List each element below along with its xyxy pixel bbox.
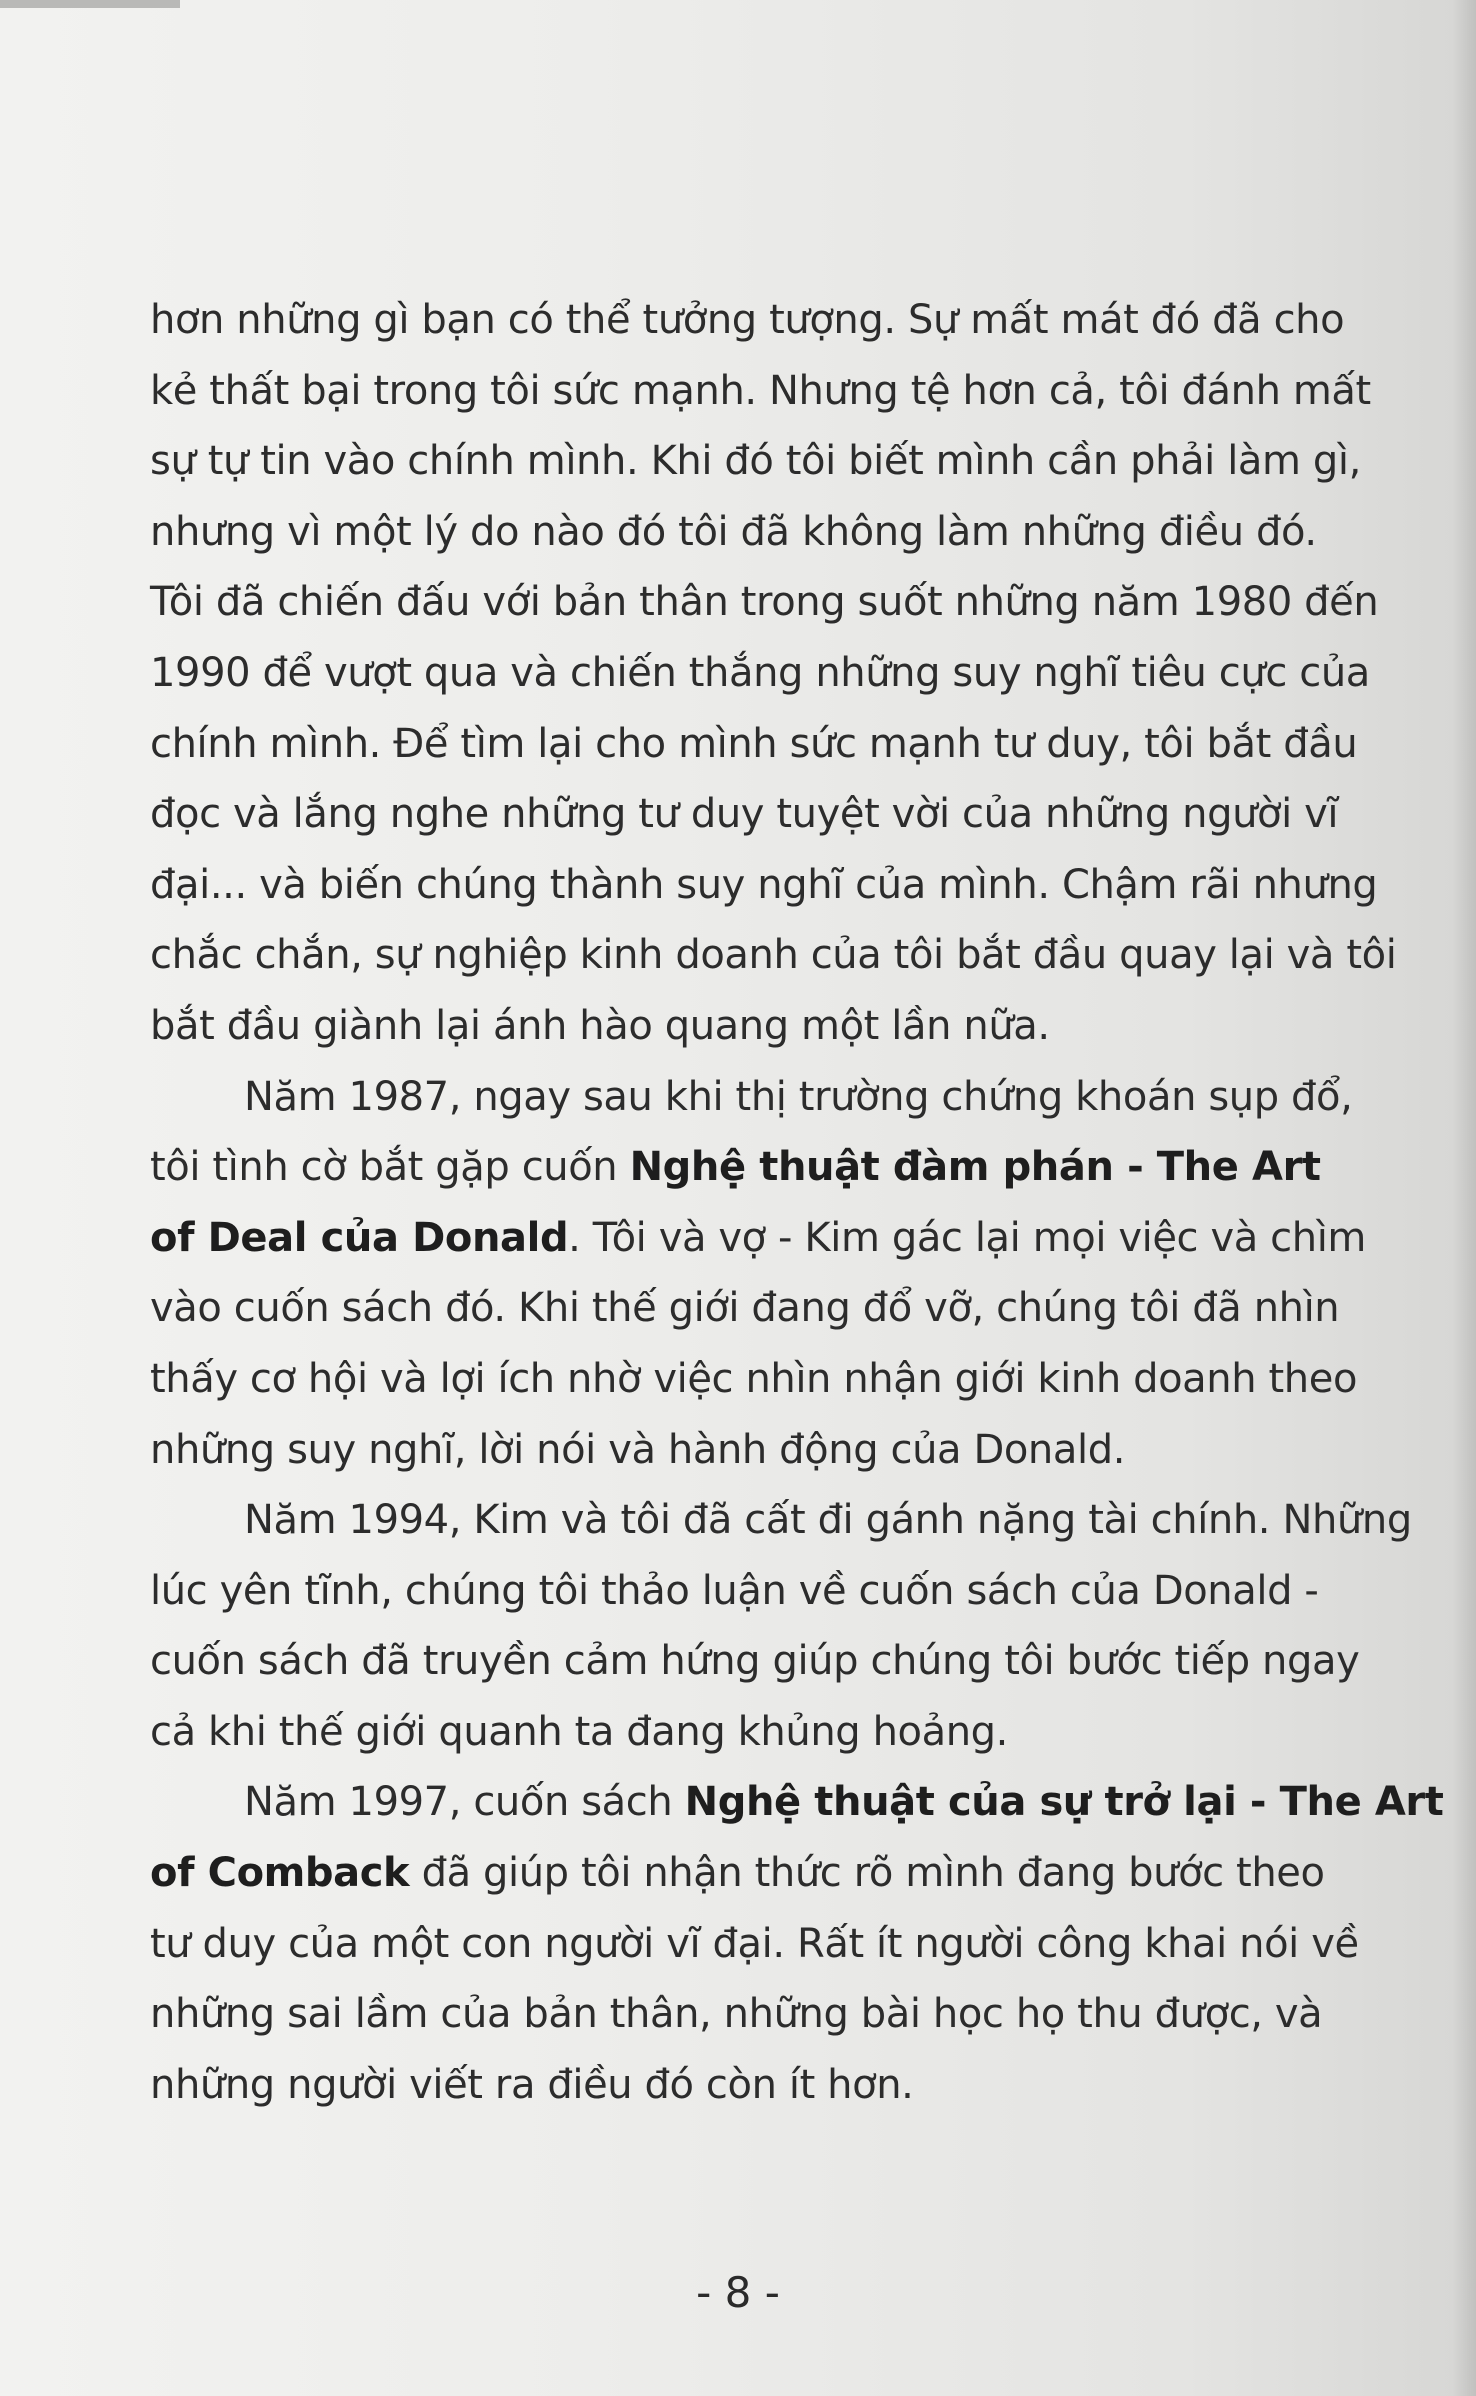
text-line: chắc chắn, sự nghiệp kinh doanh của tôi bắt đầu quay lại và tôi [150, 932, 1397, 979]
paragraph-2 [150, 1062, 1430, 1486]
paragraph-4 [150, 1767, 1444, 2120]
text-line: đọc và lắng nghe những tư duy tuyệt vời của những người vĩ [150, 791, 1339, 838]
text-line: Năm 1987, ngay sau khi thị trường chứng khoán sụp đổ, [244, 1073, 1353, 1120]
text-line [150, 1767, 1444, 1838]
text-line: chính mình. Để tìm lại cho mình sức mạnh tư duy, tôi bắt đầu [150, 720, 1358, 767]
paragraph-1 [150, 285, 1430, 1062]
text-line: những sai lầm của bản thân, những bài học họ thu được, và [150, 1991, 1323, 2038]
text-line: nhưng vì một lý do nào đó tôi đã không làm những điều đó. [150, 508, 1317, 555]
text-run: Năm 1997, cuốn sách [244, 1779, 685, 1826]
book-title-art-of-deal-cont: of Deal của Donald [150, 1214, 569, 1261]
book-title-art-of-deal: Nghệ thuật đàm phán - The Art [629, 1144, 1321, 1191]
page-curl-shadow [1452, 0, 1476, 2396]
text-line: vào cuốn sách đó. Khi thế giới đang đổ vỡ, chúng tôi đã nhìn [150, 1285, 1340, 1332]
text-line: Tôi đã chiến đấu với bản thân trong suốt những năm 1980 đến [150, 579, 1379, 626]
text-run: . Tôi và vợ - Kim gác lại mọi việc và chìm [568, 1214, 1366, 1261]
page-number: - 8 - [696, 2268, 780, 2317]
text-run: đã giúp tôi nhận thức rõ mình đang bước theo [409, 1850, 1325, 1897]
text-line: thấy cơ hội và lợi ích nhờ việc nhìn nhận giới kinh doanh theo [150, 1355, 1358, 1402]
text-line: bắt đầu giành lại ánh hào quang một lần nữa. [150, 1002, 1050, 1049]
text-line: cả khi thế giới quanh ta đang khủng hoảng. [150, 1708, 1008, 1755]
book-title-art-of-comeback: Nghệ thuật của sự trở lại - The Art [684, 1779, 1444, 1826]
text-line: kẻ thất bại trong tôi sức mạnh. Nhưng tệ hơn cả, tôi đánh mất [150, 367, 1371, 414]
text-line: sự tự tin vào chính mình. Khi đó tôi biết mình cần phải làm gì, [150, 438, 1361, 485]
page-edge-shadow [0, 0, 180, 8]
book-title-art-of-comeback-cont: of Comback [150, 1850, 410, 1897]
body-text [150, 285, 1444, 2120]
text-line: Năm 1994, Kim và tôi đã cất đi gánh nặng tài chính. Những [244, 1497, 1412, 1544]
text-line: hơn những gì bạn có thể tưởng tượng. Sự mất mát đó đã cho [150, 297, 1345, 343]
text-line: tư duy của một con người vĩ đại. Rất ít người công khai nói về [150, 1920, 1359, 1967]
text-run: tôi tình cờ bắt gặp cuốn [150, 1144, 630, 1191]
paragraph-3 [150, 1485, 1430, 1767]
text-line: những người viết ra điều đó còn ít hơn. [150, 2061, 914, 2108]
text-line: đại... và biến chúng thành suy nghĩ của mình. Chậm rãi nhưng [150, 861, 1378, 908]
text-line: lúc yên tĩnh, chúng tôi thảo luận về cuốn sách của Donald - [150, 1567, 1319, 1614]
text-line [150, 1838, 1430, 1909]
text-line: những suy nghĩ, lời nói và hành động của Donald. [150, 1426, 1126, 1473]
text-line [150, 1203, 1430, 1274]
text-line: cuốn sách đã truyền cảm hứng giúp chúng tôi bước tiếp ngay [150, 1638, 1360, 1685]
text-line [150, 1132, 1430, 1203]
text-line: 1990 để vượt qua và chiến thắng những suy nghĩ tiêu cực của [150, 649, 1370, 696]
